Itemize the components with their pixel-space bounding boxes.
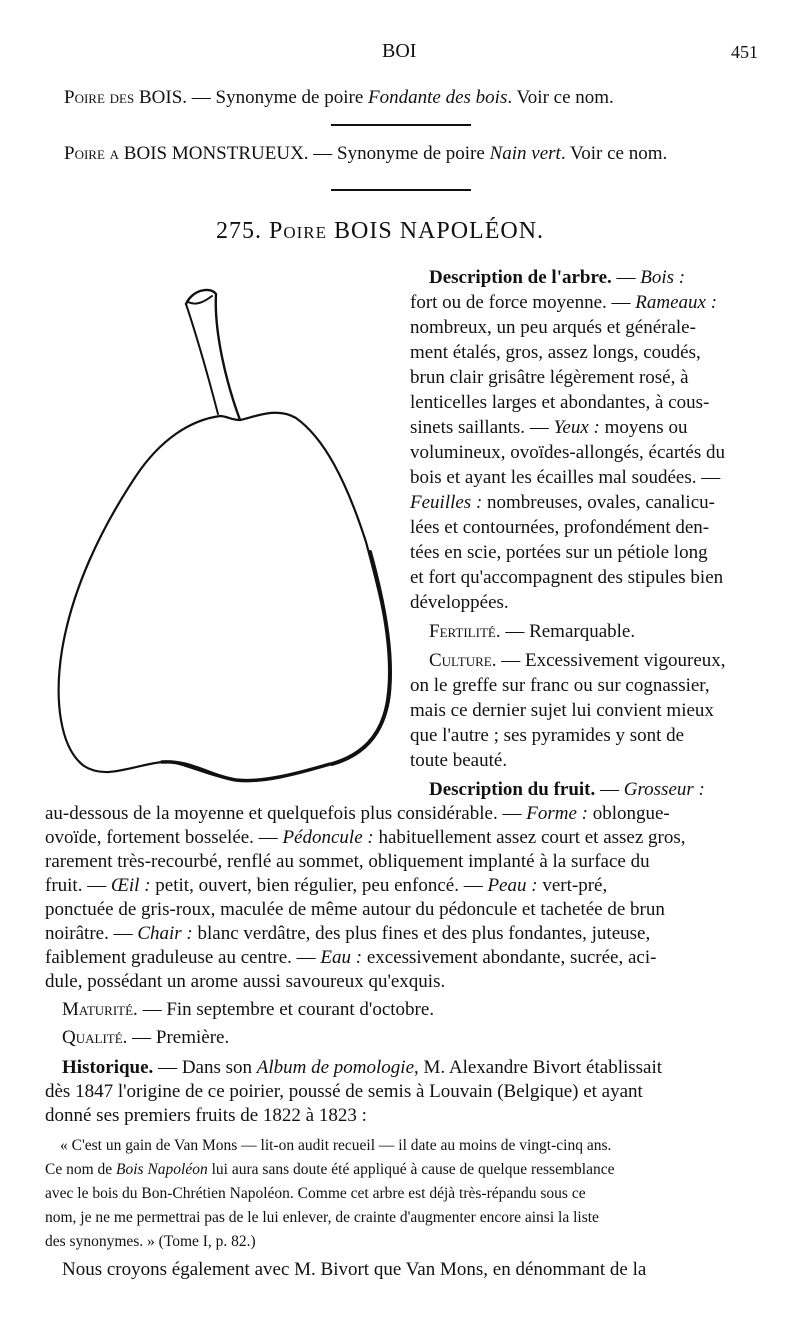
section-heading: Description de l'arbre. <box>429 267 612 288</box>
entry-name: BOIS MONSTRUEUX. <box>123 143 309 164</box>
field-label: Rameaux : <box>635 292 718 313</box>
entry-text: — Synonyme de poire <box>308 143 490 164</box>
section-heading: Historique. <box>62 1057 154 1078</box>
historique-line: dès 1847 l'origine de ce poirier, poussé de semis à Louvain (Belgique) et ayant <box>45 1081 643 1102</box>
pear-stem-edge <box>186 304 218 414</box>
entry-name: BOIS. <box>138 87 188 108</box>
running-title: BOI <box>382 40 417 62</box>
text-run: ovoïde, fortement bosselée. — <box>45 827 283 848</box>
entry-poire-a-bois-monstrueux <box>64 142 667 166</box>
tree-line <box>410 416 687 440</box>
fruit-line: dule, possédant un arome aussi savoureux qu'exquis. <box>45 971 446 992</box>
field-label: Peau : <box>487 875 538 896</box>
main-title <box>216 216 544 246</box>
tree-line: lées et contournées, profondément den- <box>410 517 710 538</box>
text-run: — Remarquable. <box>500 621 636 642</box>
entry-text: — Synonyme de poire <box>187 87 369 108</box>
entry-tail: . Voir ce nom. <box>507 87 614 108</box>
entry-tail: . Voir ce nom. <box>560 143 668 164</box>
pear-body <box>59 413 391 781</box>
historique-line: donné ses premiers fruits de 1822 à 1823 : <box>45 1105 367 1126</box>
fruit-line <box>45 874 607 898</box>
tree-line: développées. <box>410 592 509 613</box>
field-label: Qualité. <box>62 1027 128 1048</box>
text-run: vert-pré, <box>537 875 608 896</box>
book-title: Album de pomologie <box>256 1057 415 1078</box>
field-label: Chair : <box>137 923 193 944</box>
culture-line: toute beauté. <box>410 750 508 771</box>
field-label: Œil : <box>110 875 151 896</box>
entry-ref: Nain vert <box>489 143 561 164</box>
entry-prefix: Poire des <box>64 87 135 108</box>
quote-line: avec le bois du Bon-Chrétien Napoléon. Comme cet arbre est déjà très-répandu sous ce <box>45 1185 586 1202</box>
field-label: Yeux : <box>553 417 600 438</box>
tree-line <box>410 491 715 515</box>
historique-last-line: Nous croyons également avec M. Bivort que Van Mons, en dénommant de la <box>62 1259 647 1280</box>
fruit-line <box>429 778 705 802</box>
text-run: moyens ou <box>599 417 688 438</box>
tree-line <box>429 266 685 290</box>
pear-illustration <box>40 280 400 800</box>
field-label: Pédoncule : <box>282 827 374 848</box>
text-run: faiblement graduleuse au centre. — <box>45 947 321 968</box>
entry-prefix: Poire a <box>64 143 120 164</box>
text-run: habituellement assez court et assez gros, <box>373 827 686 848</box>
culture-line <box>429 649 726 673</box>
culture-line: on le greffe sur franc ou sur cognassier, <box>410 675 710 696</box>
text-run: nombreuses, ovales, canalicu- <box>482 492 715 513</box>
text-run: petit, ouvert, bien régulier, peu enfoncé. — <box>150 875 488 896</box>
field-label: Grosseur : <box>623 779 705 800</box>
text-run: — <box>595 779 624 800</box>
tree-line: volumineux, ovoïdes-allongés, écartés du <box>410 442 726 463</box>
field-label: Bois : <box>640 267 686 288</box>
text-run: lui aura sans doute été appliqué à cause de quelque ressemblance <box>207 1161 615 1178</box>
text-run: Ce nom de <box>45 1161 117 1178</box>
fruit-line <box>45 802 670 826</box>
separator-rule <box>331 189 471 191</box>
field-label: Eau : <box>320 947 363 968</box>
pear-stem <box>186 290 240 420</box>
text-run: — Excessivement vigoureux, <box>496 650 726 671</box>
text-run: sinets saillants. — <box>410 417 554 438</box>
tree-line: et fort qu'accompagnent des stipules bien <box>410 567 724 588</box>
pear-base-shadow <box>162 762 330 781</box>
title-name: BOIS NAPOLÉON. <box>334 218 545 244</box>
field-label: Maturité. <box>62 999 138 1020</box>
tree-line: bois et ayant les écailles mal soudées. — <box>410 467 721 488</box>
text-run: au-dessous de la moyenne et quelquefois plus considérable. — <box>45 803 527 824</box>
text-run: fruit. — <box>45 875 111 896</box>
fruit-line: ponctuée de gris-roux, maculée de même autour du pédoncule et tachetée de brun <box>45 899 665 920</box>
field-label: Forme : <box>526 803 588 824</box>
quote-line: des synonymes. » (Tome I, p. 82.) <box>45 1233 256 1250</box>
text-run: excessivement abondante, sucrée, aci- <box>362 947 657 968</box>
culture-line: que l'autre ; ses pyramides y sont de <box>410 725 685 746</box>
pear-shadow <box>332 552 390 764</box>
quote-line: « C'est un gain de Van Mons — lit-on audit recueil — il date au moins de vingt-cinq ans. <box>60 1137 612 1154</box>
text-run: — <box>611 267 641 288</box>
entry-ref: Fondante des bois <box>368 87 508 108</box>
title-number: 275. <box>216 218 262 244</box>
text-run: — Dans son <box>153 1057 257 1078</box>
field-label: Fertilité. <box>429 621 501 642</box>
text-run: fort ou de force moyenne. — <box>410 292 636 313</box>
fruit-line <box>45 946 656 970</box>
section-heading: Description du fruit. <box>429 779 596 800</box>
quote-line <box>45 1158 614 1182</box>
separator-rule <box>331 124 471 126</box>
text-run: , M. Alexandre Bivort établissait <box>414 1057 663 1078</box>
text-run: — Première. <box>127 1027 230 1048</box>
fertilite-line <box>429 620 635 644</box>
fruit-line <box>45 826 686 850</box>
cultivar-name: Bois Napoléon <box>116 1161 208 1178</box>
tree-line <box>410 291 717 315</box>
tree-line: ment étalés, gros, assez longs, coudés, <box>410 342 701 363</box>
text-run: — Fin septembre et courant d'octobre. <box>137 999 435 1020</box>
text-run: blanc verdâtre, des plus fines et des plus fondantes, juteuse, <box>192 923 651 944</box>
maturite-line <box>62 998 434 1022</box>
page-number: 451 <box>731 42 758 62</box>
tree-line: tées en scie, portées sur un pétiole long <box>410 542 708 563</box>
historique-line <box>62 1056 662 1080</box>
quote-line: nom, je ne me permettrai pas de le lui enlever, de crainte d'augmenter encore ainsi la liste <box>45 1209 599 1226</box>
culture-line: mais ce dernier sujet lui convient mieux <box>410 700 714 721</box>
field-label: Culture. <box>429 650 497 671</box>
entry-poire-des-bois <box>64 86 614 110</box>
fruit-line <box>45 922 650 946</box>
field-label: Feuilles : <box>410 492 483 513</box>
title-prefix: Poire <box>269 218 328 244</box>
text-run: noirâtre. — <box>45 923 138 944</box>
tree-line: nombreux, un peu arqués et générale- <box>410 317 696 338</box>
fruit-line: rarement très-recourbé, renflé au sommet, obliquement implanté à la surface du <box>45 851 650 872</box>
text-run: oblongue- <box>587 803 670 824</box>
tree-line: brun clair grisâtre légèrement rosé, à <box>410 367 689 388</box>
qualite-line <box>62 1026 229 1050</box>
tree-line: lenticelles larges et abondantes, à cous- <box>410 392 710 413</box>
